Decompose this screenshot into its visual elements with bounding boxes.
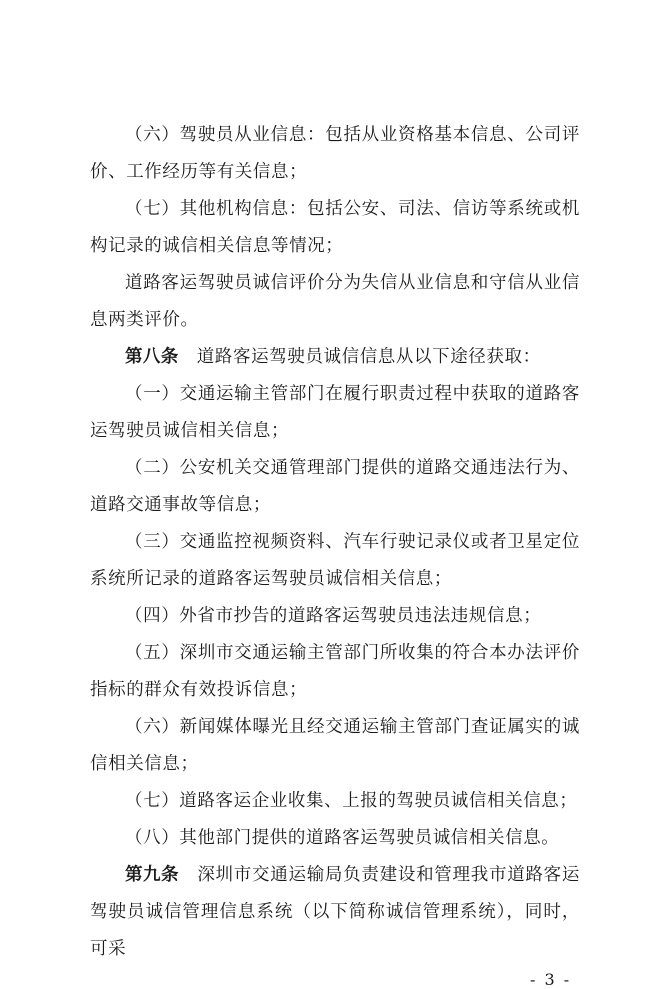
source-item-5 xyxy=(90,635,580,709)
paragraph-text: 道路客运驾驶员诚信信息从以下途径获取： xyxy=(178,347,541,367)
article-label: 第九条 xyxy=(125,865,180,885)
paragraph-text: （六）新闻媒体曝光且经交通运输主管部门查证属实的诚信相关信息； xyxy=(90,717,580,774)
source-item-3 xyxy=(90,524,580,598)
source-item-8 xyxy=(90,820,580,857)
paragraph-text: （七）其他机构信息：包括公安、司法、信访等系统或机构记录的诚信相关信息等情况； xyxy=(90,199,580,256)
paragraph-text: （一）交通运输主管部门在履行职责过程中获取的道路客运驾驶员诚信相关信息； xyxy=(90,384,580,441)
page-number: - 3 - xyxy=(530,970,572,989)
paragraph-text: 道路客运驾驶员诚信评价分为失信从业信息和守信从业信息两类评价。 xyxy=(90,273,580,330)
paragraph-text: （三）交通监控视频资料、汽车行驶记录仪或者卫星定位系统所记录的道路客运驾驶员诚信相关信息； xyxy=(90,532,580,589)
source-item-6 xyxy=(90,709,580,783)
paragraph-text: （五）深圳市交通运输主管部门所收集的符合本办法评价指标的群众有效投诉信息； xyxy=(90,643,580,700)
article-8-heading xyxy=(90,339,580,376)
source-item-7 xyxy=(90,783,580,820)
paragraph-item-7 xyxy=(90,191,580,265)
paragraph-text: （七）道路客运企业收集、上报的驾驶员诚信相关信息； xyxy=(125,791,578,811)
paragraph-text: （八）其他部门提供的道路客运驾驶员诚信相关信息。 xyxy=(125,828,560,848)
paragraph-text: 深圳市交通运输局负责建设和管理我市道路客运驾驶员诚信管理信息系统（以下简称诚信管理系统），同时，可采 xyxy=(90,865,580,959)
source-item-2 xyxy=(90,450,580,524)
paragraph-evaluation-types xyxy=(90,265,580,339)
source-item-1 xyxy=(90,376,580,450)
paragraph-text: （二）公安机关交通管理部门提供的道路交通违法行为、道路交通事故等信息； xyxy=(90,458,580,515)
article-label: 第八条 xyxy=(125,347,179,367)
paragraph-text: （四）外省市抄告的道路客运驾驶员违法违规信息； xyxy=(125,606,542,626)
article-9-heading xyxy=(90,857,580,968)
source-item-4 xyxy=(90,598,580,635)
paragraph-item-6 xyxy=(90,117,580,191)
paragraph-text: （六）驾驶员从业信息：包括从业资格基本信息、公司评价、工作经历等有关信息； xyxy=(90,125,580,182)
